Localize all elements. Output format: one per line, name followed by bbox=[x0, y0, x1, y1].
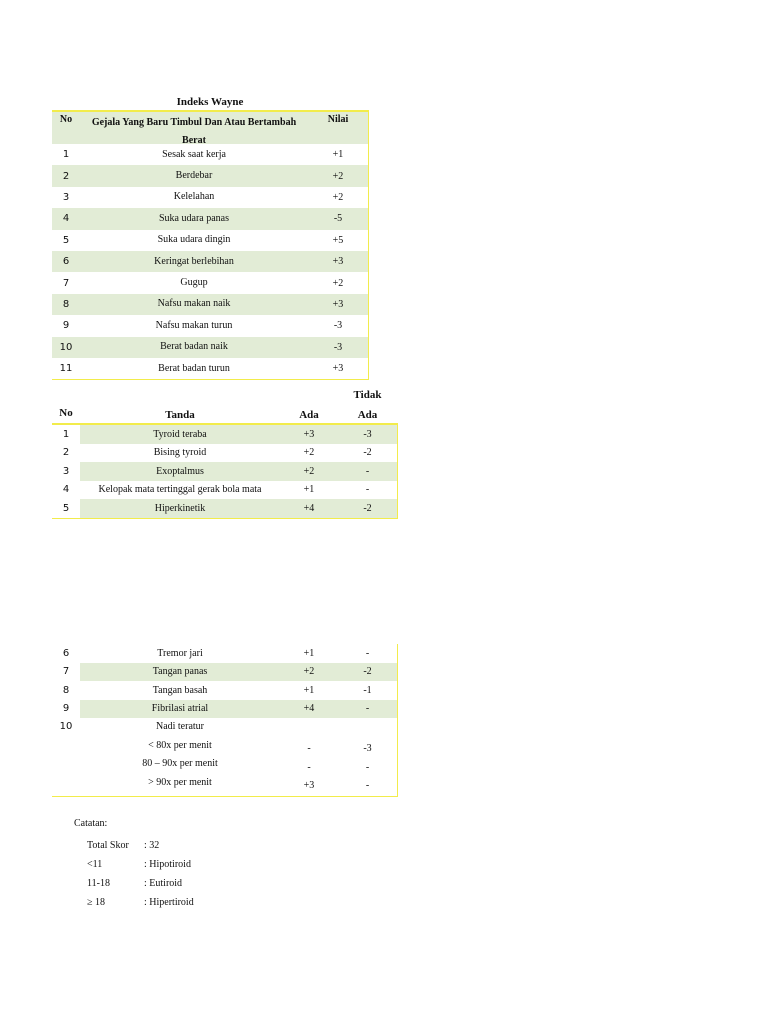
row-no: 10 bbox=[59, 721, 73, 732]
notes-list bbox=[87, 836, 194, 912]
row-nilai: +2 bbox=[332, 170, 344, 182]
header-tidak-ada: Ada bbox=[357, 409, 378, 421]
row-nilai: +5 bbox=[332, 234, 344, 246]
note-item bbox=[87, 874, 194, 893]
row-no: 6 bbox=[62, 256, 70, 268]
row-no: 5 bbox=[62, 502, 70, 514]
row-tidak: - bbox=[365, 465, 370, 477]
signs-table bbox=[52, 423, 398, 519]
row-tidak: - bbox=[365, 484, 370, 496]
header-tanda: Tanda bbox=[165, 409, 195, 421]
header-ada: Ada bbox=[299, 409, 319, 421]
signs-table-header bbox=[52, 388, 398, 424]
row-no: 1 bbox=[62, 428, 70, 440]
table-row bbox=[52, 251, 368, 272]
row-no: 7 bbox=[62, 666, 70, 678]
row-tidak: -2 bbox=[363, 666, 372, 678]
table-header bbox=[52, 112, 368, 144]
nadi-tidak-1: -3 bbox=[363, 743, 372, 754]
row-nilai: +1 bbox=[332, 149, 344, 161]
row-gejala: Berdebar bbox=[175, 170, 213, 182]
row-no: 8 bbox=[62, 684, 70, 696]
row-ada: +4 bbox=[303, 502, 315, 514]
row-tanda: Exoptalmus bbox=[156, 465, 204, 477]
nadi-label: Nadi teratur bbox=[155, 721, 205, 732]
row-ada: +2 bbox=[303, 447, 315, 459]
header-gejala: Gejala Yang Baru Timbul Dan Atau Bertambah Berat bbox=[91, 117, 297, 146]
row-no: 2 bbox=[62, 447, 70, 459]
table-row bbox=[52, 165, 368, 186]
row-tidak: -1 bbox=[363, 684, 372, 696]
table-row bbox=[52, 681, 397, 700]
table-row bbox=[52, 481, 397, 500]
row-no: 8 bbox=[62, 298, 70, 310]
note-value: : Hipotiroid bbox=[144, 859, 191, 870]
nadi-sub-3: > 90x per menit bbox=[148, 776, 212, 788]
row-tidak: - bbox=[365, 647, 370, 659]
row-nilai: +3 bbox=[332, 256, 344, 268]
row-tidak: -2 bbox=[363, 447, 372, 459]
table-row bbox=[52, 718, 397, 796]
table-row bbox=[52, 272, 368, 293]
row-gejala: Suka udara panas bbox=[159, 212, 229, 224]
table-row bbox=[52, 644, 397, 663]
note-item bbox=[87, 893, 194, 912]
table-row bbox=[52, 294, 368, 315]
row-nilai: +2 bbox=[332, 277, 344, 289]
header-nilai: Nilai bbox=[327, 114, 349, 125]
nadi-tidak-3: - bbox=[365, 780, 370, 791]
table-row bbox=[52, 208, 368, 229]
nadi-ada-3: +3 bbox=[303, 780, 315, 791]
row-no: 1 bbox=[62, 149, 70, 161]
table-title: Indeks Wayne bbox=[176, 96, 244, 108]
row-no: 10 bbox=[59, 341, 73, 353]
row-gejala: Berat badan turun bbox=[158, 362, 230, 374]
note-value: : Eutiroid bbox=[144, 878, 183, 889]
note-key: ≥ 18 bbox=[87, 897, 105, 908]
row-gejala: Suka udara dingin bbox=[157, 234, 231, 246]
row-no: 9 bbox=[62, 320, 70, 332]
row-nilai: +3 bbox=[332, 298, 344, 310]
row-gejala: Nafsu makan naik bbox=[157, 298, 231, 310]
note-item bbox=[87, 855, 194, 874]
row-tanda: Hiperkinetik bbox=[154, 502, 206, 514]
row-nilai: +3 bbox=[332, 363, 344, 375]
row-no: 4 bbox=[62, 213, 70, 225]
row-tanda: Kelopak mata tertinggal gerak bola mata bbox=[98, 484, 262, 496]
row-gejala: Keringat berlebihan bbox=[154, 255, 234, 267]
table-row bbox=[52, 144, 368, 165]
row-nilai: -3 bbox=[333, 320, 343, 332]
row-ada: +1 bbox=[303, 684, 315, 696]
note-item bbox=[87, 836, 194, 855]
row-no: 5 bbox=[62, 234, 70, 246]
row-tanda: Bising tyroid bbox=[153, 447, 207, 459]
note-value: : Hipertiroid bbox=[144, 897, 194, 908]
table-row bbox=[52, 425, 397, 444]
note-value: : 32 bbox=[144, 840, 160, 851]
table-row bbox=[52, 358, 368, 379]
note-key: 11-18 bbox=[87, 878, 110, 889]
row-gejala: Nafsu makan turun bbox=[155, 319, 233, 331]
table-row bbox=[52, 444, 397, 463]
header-tidak: Tidak bbox=[353, 389, 382, 401]
row-gejala: Gugup bbox=[180, 277, 208, 289]
row-tanda: Tyroid teraba bbox=[153, 428, 207, 440]
symptoms-table bbox=[52, 110, 369, 380]
row-no: 7 bbox=[62, 277, 70, 289]
signs-table-continued bbox=[52, 644, 398, 797]
table-row bbox=[52, 663, 397, 682]
row-no: 2 bbox=[62, 170, 70, 182]
row-tidak: - bbox=[365, 703, 370, 715]
note-key: Total Skor bbox=[87, 840, 129, 851]
row-tanda: Fibrilasi atrial bbox=[151, 703, 209, 715]
table-row bbox=[52, 700, 397, 719]
header-no: No bbox=[59, 114, 73, 125]
row-gejala: Sesak saat kerja bbox=[162, 148, 226, 160]
row-no: 3 bbox=[62, 191, 70, 203]
row-no: 4 bbox=[62, 484, 70, 496]
row-nilai: -5 bbox=[333, 213, 343, 225]
nadi-ada-1: - bbox=[307, 743, 311, 754]
row-tidak: -2 bbox=[363, 502, 372, 514]
row-nilai: +2 bbox=[332, 191, 344, 203]
table-row bbox=[52, 337, 368, 358]
row-gejala: Kelelahan bbox=[173, 191, 215, 203]
row-no: 11 bbox=[59, 363, 73, 375]
row-tanda: Tremor jari bbox=[157, 647, 203, 659]
table-row bbox=[52, 187, 368, 208]
row-ada: +2 bbox=[303, 465, 315, 477]
table-row bbox=[52, 230, 368, 251]
nadi-tidak-2: - bbox=[365, 761, 370, 773]
nadi-sub-1: < 80x per menit bbox=[148, 739, 212, 751]
table-row bbox=[52, 462, 397, 481]
row-ada: +1 bbox=[303, 484, 315, 496]
row-tanda: Tangan basah bbox=[152, 684, 208, 696]
table-row bbox=[52, 499, 397, 518]
row-no: 6 bbox=[62, 647, 70, 659]
header-no: No bbox=[59, 407, 73, 419]
row-tanda: Tangan panas bbox=[152, 666, 208, 678]
table-row bbox=[52, 315, 368, 336]
row-ada: +3 bbox=[303, 428, 315, 440]
row-ada: +4 bbox=[303, 703, 315, 715]
nadi-ada-2: - bbox=[307, 761, 311, 773]
row-no: 9 bbox=[62, 703, 70, 715]
notes-heading: Catatan: bbox=[74, 818, 108, 829]
row-ada: +1 bbox=[303, 647, 315, 659]
nadi-sub-2: 80 – 90x per menit bbox=[142, 758, 218, 769]
row-nilai: -3 bbox=[333, 341, 343, 353]
row-no: 3 bbox=[62, 465, 70, 477]
row-ada: +2 bbox=[303, 666, 315, 678]
row-tidak: -3 bbox=[363, 428, 372, 440]
note-key: <11 bbox=[87, 859, 103, 870]
row-gejala: Berat badan naik bbox=[160, 341, 228, 353]
